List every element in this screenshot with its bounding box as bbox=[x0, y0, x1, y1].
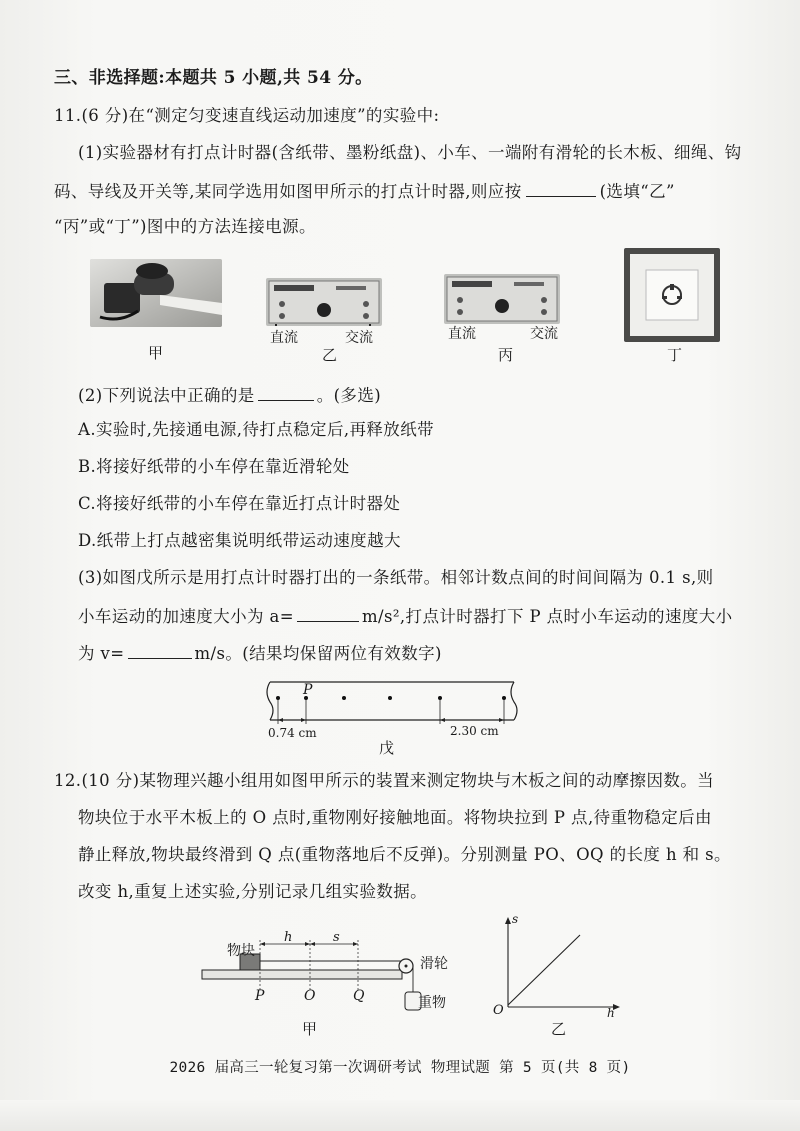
fig-yi-label: 乙 bbox=[322, 346, 338, 364]
tape-dist-right: 2.30 cm bbox=[450, 724, 499, 738]
tape-caption: 戊 bbox=[379, 739, 395, 757]
answer-blank-2[interactable] bbox=[258, 384, 314, 401]
graph-caption: 乙 bbox=[551, 1020, 567, 1038]
q11-p3-line3 bbox=[78, 642, 442, 664]
s-h-graph bbox=[496, 915, 626, 1015]
fig-yi-dc: 直流 bbox=[270, 330, 298, 346]
fig-bing-dc: 直流 bbox=[448, 326, 476, 342]
point-q-label: Q bbox=[353, 988, 365, 1004]
fig-bing-label: 丙 bbox=[498, 346, 514, 364]
q11-p3-line2b: m/s²,打点计时器打下 P 点时小车运动的速度大小 bbox=[362, 607, 733, 626]
q11-p1-line2a: 码、导线及开关等,某同学选用如图甲所示的打点计时器,则应按 bbox=[54, 182, 522, 201]
q12-line3: 静止释放,物块最终滑到 Q 点(重物落地后不反弹)。分别测量 PO、OQ 的长度 h 和 s。 bbox=[78, 845, 731, 864]
tape-dot-3 bbox=[342, 696, 346, 700]
point-o-label: O bbox=[304, 988, 316, 1004]
answer-blank-3[interactable] bbox=[297, 605, 359, 622]
graph-y-label: s bbox=[512, 912, 519, 926]
fig-ding-label: 丁 bbox=[667, 346, 683, 364]
answer-blank-4[interactable] bbox=[128, 642, 192, 659]
q11-intro: 11.(6 分)在“测定匀变速直线运动加速度”的实验中: bbox=[54, 106, 440, 125]
power-supply-bing bbox=[444, 274, 560, 324]
answer-blank-1[interactable] bbox=[526, 180, 596, 197]
scan-edge bbox=[0, 1100, 800, 1131]
fig-yi-ac: 交流 bbox=[345, 330, 373, 346]
tape-p-label: P bbox=[303, 682, 313, 698]
pulley-label: 滑轮 bbox=[420, 956, 448, 972]
q11-p1-line3: “丙”或“丁”)图中的方法连接电源。 bbox=[54, 217, 316, 236]
q11-p1-line1: (1)实验器材有打点计时器(含纸带、墨粉纸盘)、小车、一端附有滑轮的长木板、细绳、钩 bbox=[78, 143, 742, 162]
q11-p1-line2 bbox=[54, 180, 675, 202]
option-a: A.实验时,先接通电源,待打点稳定后,再释放纸带 bbox=[78, 420, 434, 439]
graph-x-label: h bbox=[607, 1006, 615, 1020]
tape-dot-1 bbox=[276, 696, 280, 700]
q12-line2: 物块位于水平木板上的 O 点时,重物刚好接触地面。将物块拉到 P 点,待重物稳定后由 bbox=[78, 808, 712, 827]
q11-p3-line2a: 小车运动的加速度大小为 a= bbox=[78, 607, 295, 626]
q11-p2-a: (2)下列说法中正确的是 bbox=[78, 386, 255, 405]
timer-photo bbox=[90, 259, 222, 327]
s-label: s bbox=[333, 930, 340, 945]
wall-socket bbox=[624, 248, 720, 342]
option-d: D.纸带上打点越密集说明纸带运动速度越大 bbox=[78, 531, 401, 550]
option-b: B.将接好纸带的小车停在靠近滑轮处 bbox=[78, 457, 350, 476]
q11-p2-b: 。(多选) bbox=[316, 386, 382, 405]
option-c: C.将接好纸带的小车停在靠近打点计时器处 bbox=[78, 494, 401, 513]
q11-p2 bbox=[78, 384, 381, 406]
q12-line4: 改变 h,重复上述实验,分别记录几组实验数据。 bbox=[78, 882, 428, 901]
q11-p3-line3a: 为 v= bbox=[78, 644, 125, 663]
block-label: 物块 bbox=[227, 943, 255, 959]
weight-label: 重物 bbox=[418, 995, 446, 1011]
tape-dot-5 bbox=[438, 696, 442, 700]
graph-origin-label: O bbox=[493, 1003, 504, 1018]
q11-p3-line1: (3)如图戊所示是用打点计时器打出的一条纸带。相邻计数点间的时间间隔为 0.1 s,则 bbox=[78, 568, 714, 587]
h-label: h bbox=[284, 930, 293, 945]
point-p-label: P bbox=[255, 988, 265, 1004]
tape-dot-4 bbox=[388, 696, 392, 700]
q11-p3-line3b: m/s。(结果均保留两位有效数字) bbox=[194, 644, 442, 663]
apparatus-caption: 甲 bbox=[302, 1020, 318, 1038]
tape-dot-6 bbox=[502, 696, 506, 700]
fig-jia-label: 甲 bbox=[148, 344, 164, 362]
fig-bing-ac: 交流 bbox=[530, 326, 558, 342]
tape-dist-left: 0.74 cm bbox=[268, 726, 317, 740]
s-h-line bbox=[508, 935, 580, 1005]
q12-line1: 12.(10 分)某物理兴趣小组用如图甲所示的装置来测定物块与木板之间的动摩擦因数。当 bbox=[54, 771, 715, 790]
section-header: 三、非选择题:本题共 5 小题,共 54 分。 bbox=[54, 68, 373, 88]
q11-p1-line2b: (选填“乙” bbox=[599, 182, 675, 201]
q11-p3-line2 bbox=[78, 605, 733, 627]
page-footer: 2026 届高三一轮复习第一次调研考试 物理试题 第 5 页(共 8 页) bbox=[169, 1060, 631, 1076]
power-supply-yi bbox=[266, 278, 382, 326]
